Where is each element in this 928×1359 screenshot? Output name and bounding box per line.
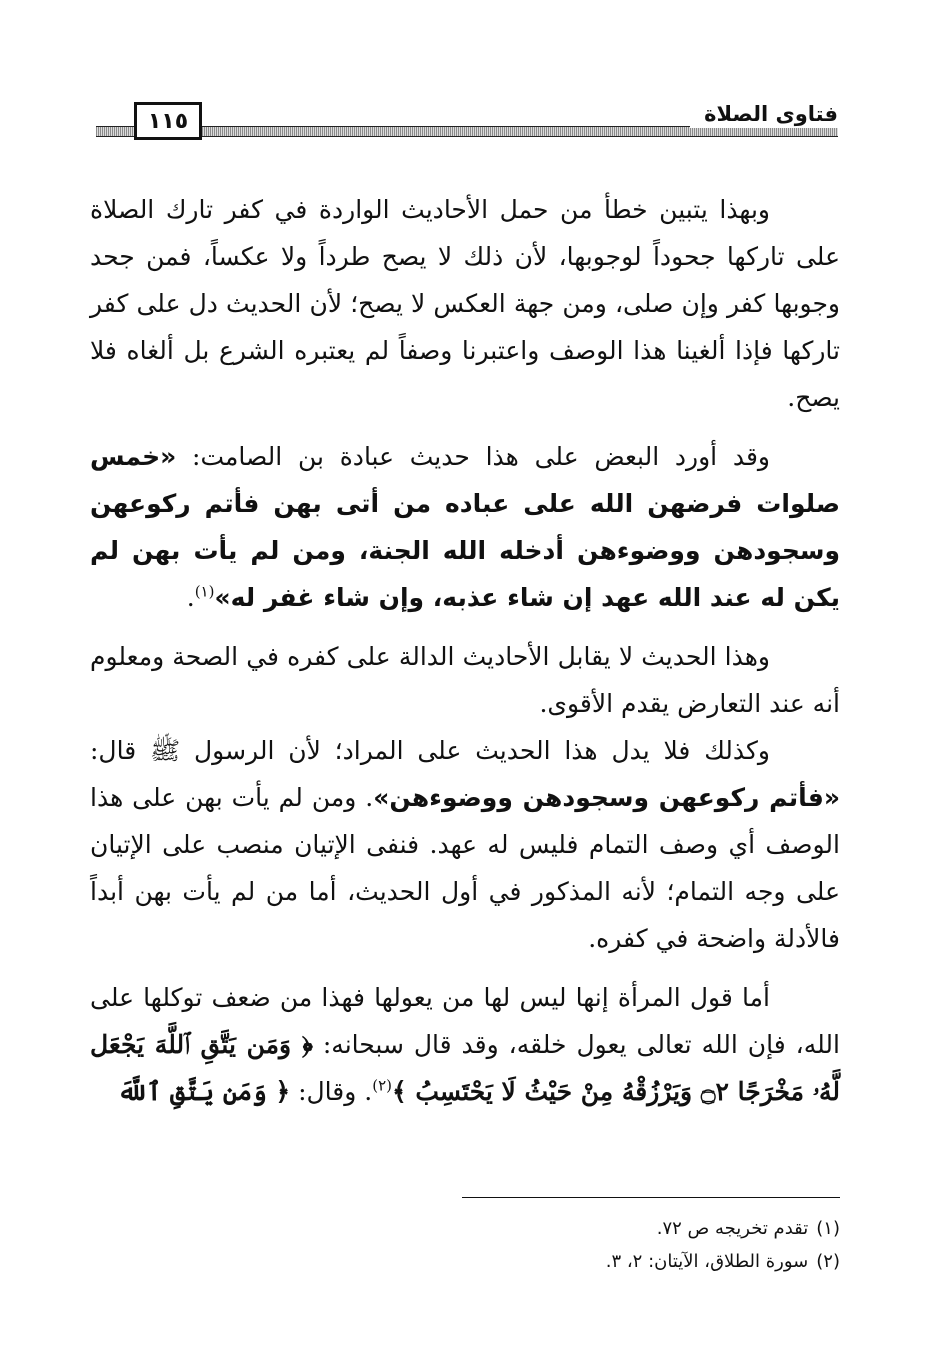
footnote-1 xyxy=(90,1212,840,1245)
paragraph-4-rest: . ومن لم يأت بهن على هذا الوصف أي وصف التمام فليس له عهد. فنفى الإتيان منصب على الإتيان على وجه التمام؛ لأنه المذكور في أول الحديث، أما من لم يأت بهن أبداً فالأدلة واضحة في كفره. xyxy=(90,783,840,953)
paragraph-2 xyxy=(90,433,840,621)
prophet-quote: «فأتم ركوعهن وسجودهن ووضوءهن» xyxy=(373,783,840,812)
paragraph-4 xyxy=(90,727,840,962)
paragraph-1: وبهذا يتبين خطأ من حمل الأحاديث الواردة في كفر تارك الصلاة على تاركها جحوداً لوجوبها، لأن ذلك لا يصح طرداً ولا عكساً، فمن جحد وجوبها كفر وإن صلى، ومن جهة العكس لا يصح؛ لأن الحديث دل على كفر تاركها فإذا ألغينا هذا الوصف واعتبرنا وصفاً لم يعتبره الشرع بل ألغاه فلا يصح. xyxy=(90,195,840,412)
page-header xyxy=(96,100,838,146)
footnote-ref-2: (٢) xyxy=(372,1076,392,1095)
hadith-quote: «خمس صلوات فرضهن الله على عباده من أتى بهن فأتم ركوعهن وسجودهن ووضوءهن أدخله الله الجنة، ومن لم يأت بهن لم يكن له عند الله عهد إن شاء عذبه، وإن شاء غفر له» xyxy=(90,442,840,612)
footnote-2-text: سورة الطلاق، الآيتان: ٢، ٣. xyxy=(605,1251,809,1272)
footnote-1-text: تقدم تخريجه ص ٧٢. xyxy=(656,1218,809,1239)
footnote-2 xyxy=(90,1245,840,1278)
footnote-2-number: (٢) xyxy=(816,1251,840,1272)
paragraph-3: وهذا الحديث لا يقابل الأحاديث الدالة على كفره في الصحة ومعلوم أنه عند التعارض يقدم الأقوى. xyxy=(90,642,840,718)
page-number: ١١٥ xyxy=(147,108,189,134)
quran-verse-1: ﴿ وَمَن يَتَّقِ ٱللَّهَ يَجْعَل لَّهُۥ مَخْرَجًا ۝٢ وَيَرْزُقْهُ مِنْ حَيْثُ لَا يَحْتَسِبُ ﴾ xyxy=(90,1030,840,1106)
quran-verse-2: ﴿ وَمَن يَتَّقِ ٱللَّهَ xyxy=(117,1077,291,1106)
paragraph-5-intro: أما قول المرأة إنها ليس لها من يعولها فهذا من ضعف توكلها على الله، فإن الله تعالى يعول خلقه، وقد قال سبحانه: xyxy=(90,983,840,1059)
main-text xyxy=(90,186,840,1127)
paragraph-2-intro: وقد أورد البعض على هذا حديث عبادة بن الصامت: xyxy=(176,442,770,471)
footnotes xyxy=(90,1212,840,1278)
paragraph-5 xyxy=(90,974,840,1115)
book-title: فتاوى الصلاة xyxy=(690,100,838,128)
footnote-ref-1: (١) xyxy=(194,582,215,601)
footnote-separator xyxy=(462,1197,840,1198)
paragraph-5-mid: . وقال: xyxy=(290,1077,373,1106)
paragraph-4-intro: وكذلك فلا يدل هذا الحديث على المراد؛ لأن الرسول ﷺ قال: xyxy=(90,736,770,765)
page-number-box xyxy=(134,102,202,140)
footnote-1-number: (١) xyxy=(816,1218,840,1239)
paragraph-2-end: . xyxy=(186,583,195,612)
